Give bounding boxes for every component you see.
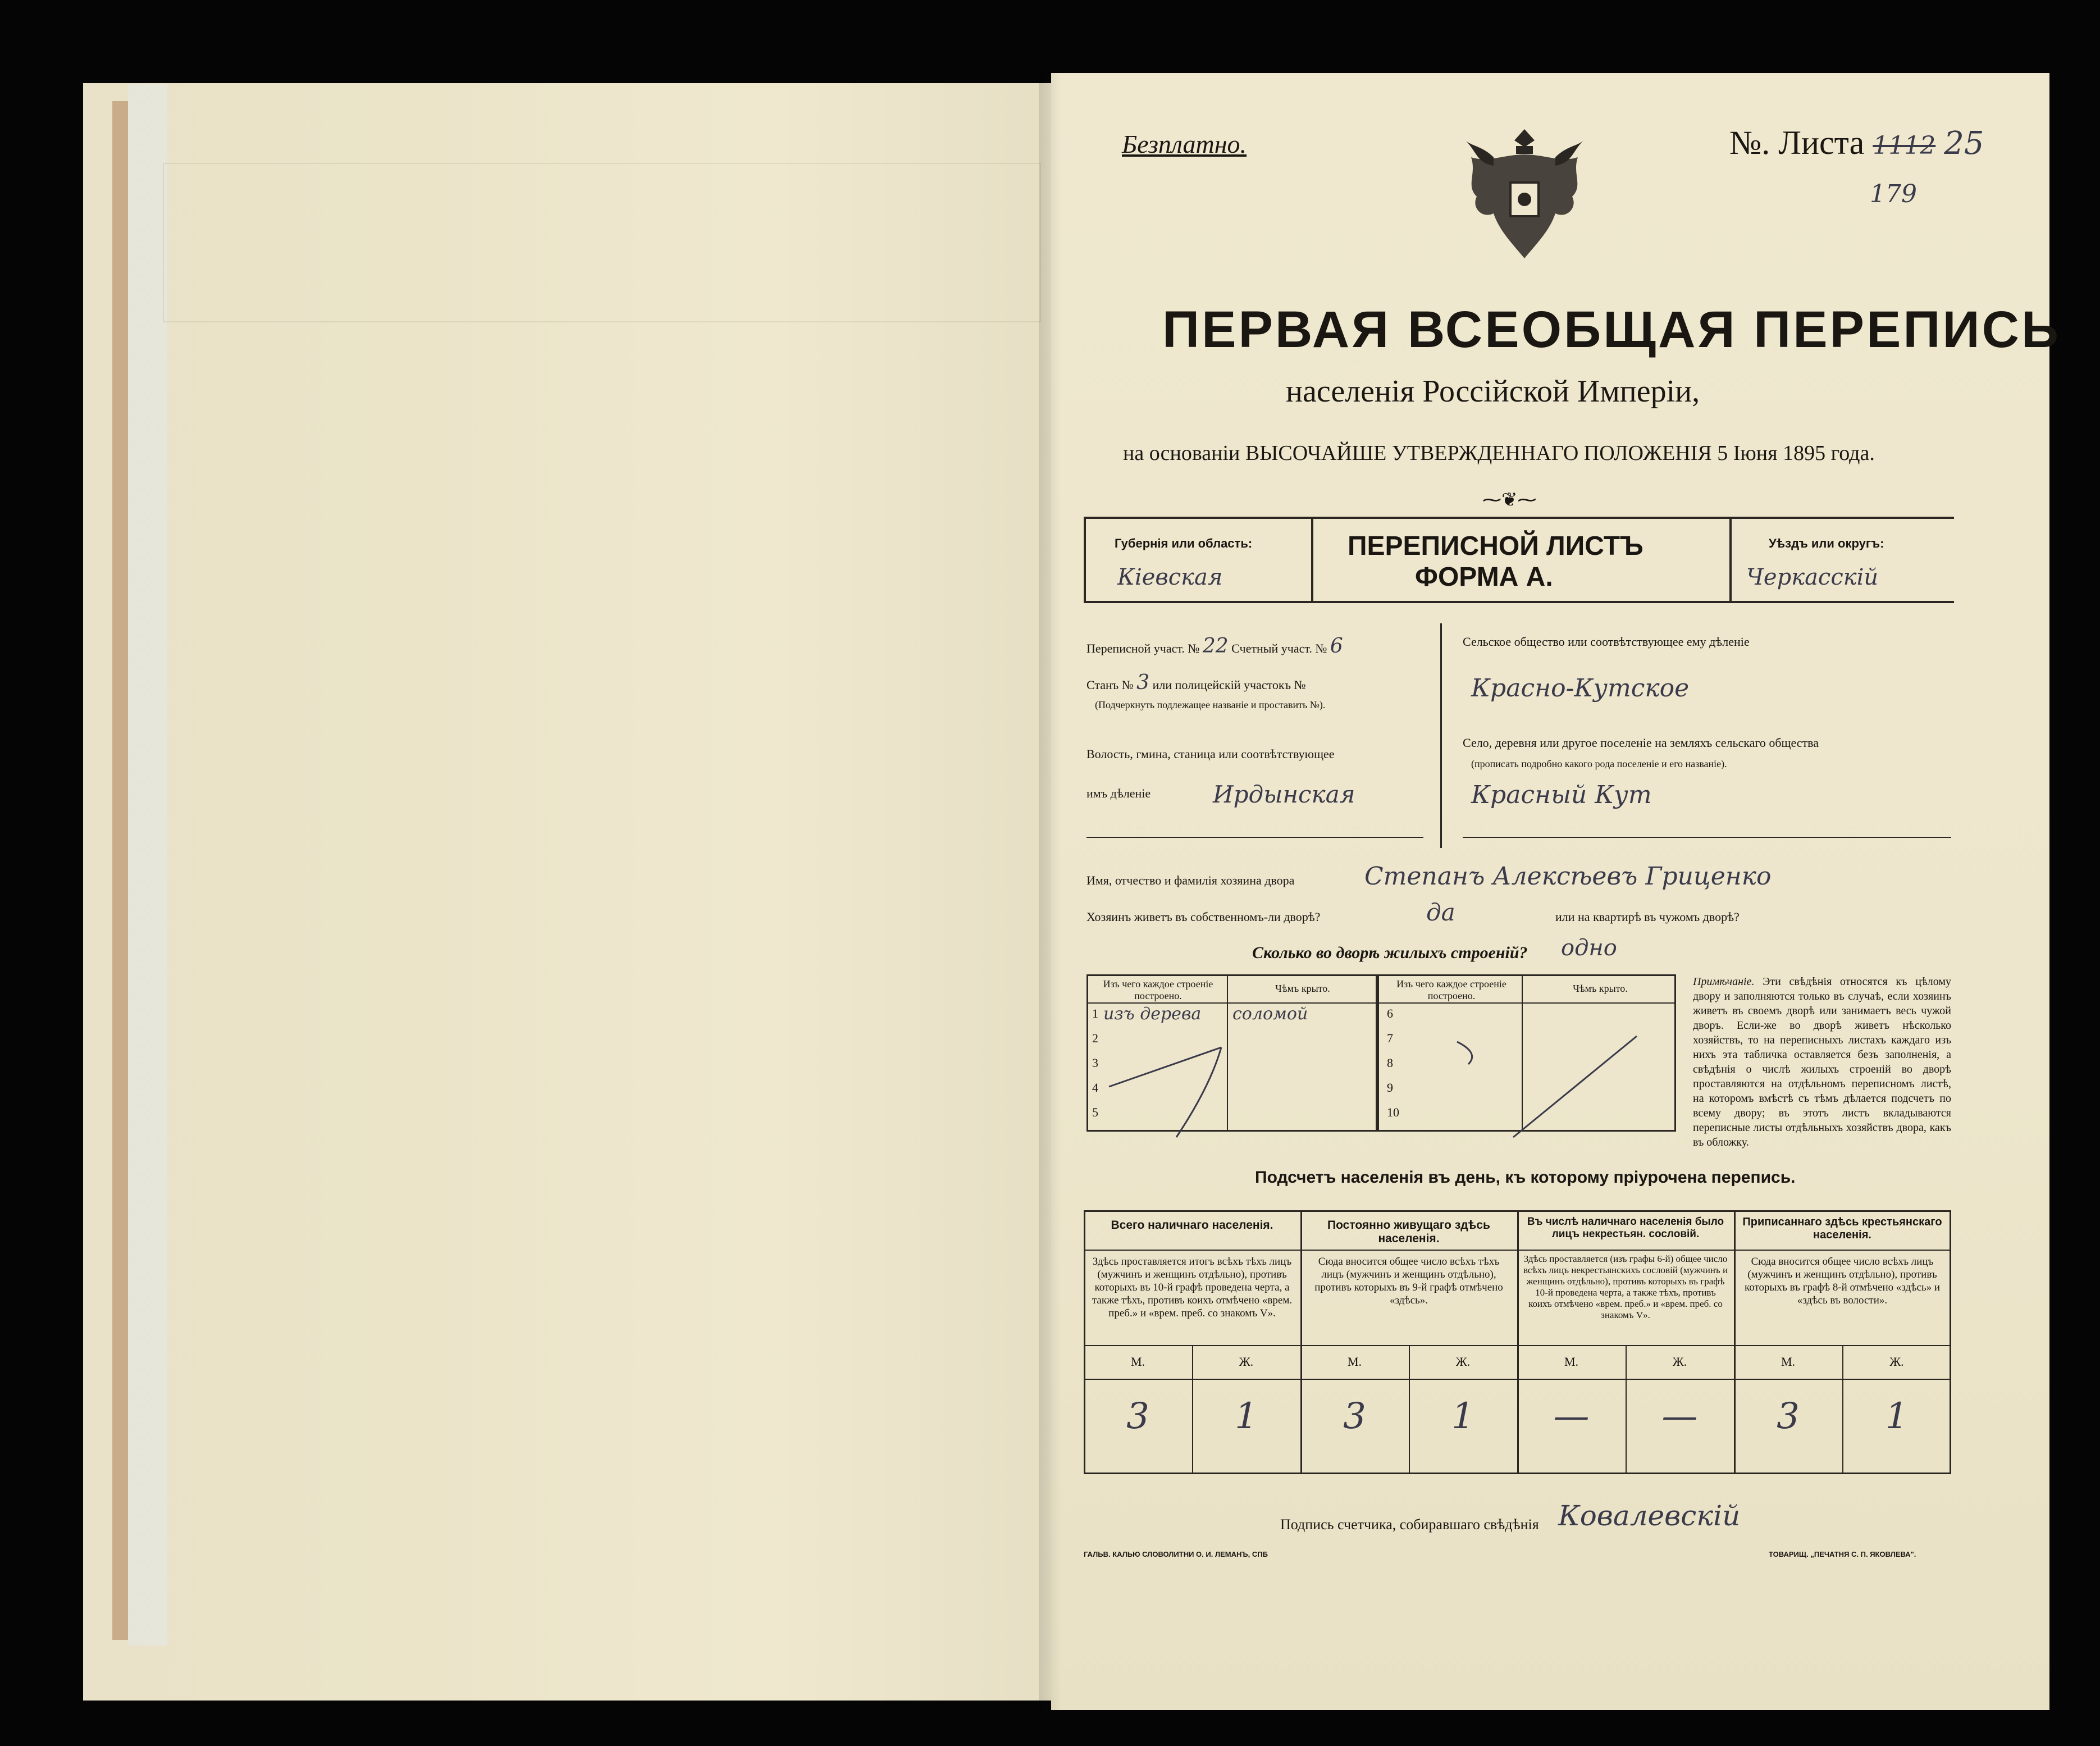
village-note: (прописать подробно какого рода поселеніе и его названіе). <box>1471 758 1727 769</box>
form-letter: ФОРМА А. <box>1415 562 1553 592</box>
census-district-value: 22 <box>1202 635 1229 658</box>
m-label: М. <box>1347 1355 1362 1369</box>
uezd-label: Уѣздъ или округъ: <box>1769 536 1884 550</box>
volost-label2: имъ дѣленіе <box>1086 786 1151 800</box>
table-row: 9 <box>1387 1081 1393 1095</box>
count-col-desc: Сюда вносится общее число всѣхъ тѣхъ лицъ (мужчинъ и женщинъ отдѣльно), противъ которыхъ въ 9-й графѣ отмѣчено «здѣсь». <box>1314 1256 1503 1306</box>
signature-value: Ковалевскій <box>1558 1499 1741 1532</box>
owner-name-label: Имя, отчество и фамилія хозяина двора <box>1086 873 1295 887</box>
table-row: 7 <box>1387 1031 1393 1045</box>
row-line <box>1084 1345 1951 1346</box>
society-label: Сельское общество или соотвѣтствующее ему дѣленіе <box>1463 635 1750 649</box>
rule <box>1084 517 1954 519</box>
table-row: 4 <box>1092 1081 1098 1095</box>
form-title: ПЕРЕПИСНОЙ ЛИСТЪ <box>1348 531 1644 561</box>
col-roof-left: Чѣмъ крыто. <box>1275 983 1330 994</box>
uezd-value: Черкасскій <box>1746 564 1879 590</box>
apartment-label: или на квартирѣ въ чужомъ дворѣ? <box>1555 910 1740 924</box>
f-label: Ж. <box>1672 1355 1687 1369</box>
rule <box>1084 517 1086 601</box>
gubernia-value: Кіевская <box>1117 564 1223 590</box>
strike-marks <box>1086 974 1676 1143</box>
sheet-no-crossed: 1112 <box>1873 131 1936 160</box>
buildings-value: одно <box>1561 935 1617 961</box>
bleed-through-ghost <box>163 163 1041 322</box>
count-f-value: 1 <box>1235 1396 1258 1437</box>
location-row-1 <box>1086 635 1343 658</box>
count-f-value: 1 <box>1885 1396 1909 1437</box>
emblem-icon <box>1454 124 1595 270</box>
count-col-title: Постоянно живущаго здѣсь населенія. <box>1327 1219 1490 1245</box>
row-line <box>1084 1379 1951 1380</box>
society-value: Красно-Кутское <box>1471 674 1690 703</box>
table-row: 3 <box>1092 1056 1098 1070</box>
buildings-label: Сколько во дворѣ жилыхъ строеній? <box>1252 943 1528 962</box>
basis-line: на основаніи ВЫСОЧАЙШЕ УТВЕРЖДЕННАГО ПОЛОЖЕНІЯ 5 Іюня 1895 года. <box>1123 441 1875 465</box>
rule <box>1463 837 1951 838</box>
volost-label: Волость, гмина, станица или соотвѣтствующее <box>1086 747 1335 761</box>
count-m-value: 3 <box>1777 1396 1800 1437</box>
fold-shadow <box>1039 73 1061 1710</box>
underline-note: (Подчеркнуть подлежащее названіе и проставить №). <box>1095 699 1326 710</box>
divider <box>1440 623 1442 848</box>
binding-strip <box>112 101 128 1640</box>
table-row: 8 <box>1387 1056 1393 1070</box>
note-block <box>1693 974 1951 1150</box>
count-m-value: — <box>1553 1396 1590 1437</box>
count-f-value: 1 <box>1451 1396 1474 1437</box>
col-material-right: Изъ чего каждое строеніе построено. <box>1396 978 1506 1001</box>
rule <box>1084 601 1954 603</box>
stan-label: Станъ № <box>1086 678 1134 692</box>
m-label: М. <box>1130 1355 1145 1369</box>
volost-value: Ирдынская <box>1213 781 1355 808</box>
village-value: Красный Кут <box>1471 781 1652 809</box>
count-col-desc: Здѣсь проставляется (изъ графы 6-й) общее число всѣхъ лицъ некрестьянскихъ сословій (мужчинъ и женщинъ отдѣльно), противъ которыхъ въ графѣ 10-й проведена черта, а также тѣхъ, противъ коихъ отмѣчено «врем. преб.» и «врем. преб. со знакомъ V». <box>1523 1253 1728 1320</box>
m-label: М. <box>1781 1355 1796 1369</box>
material-value: изъ дерева <box>1103 1004 1202 1024</box>
police-label: или полицейскій участокъ № <box>1152 678 1306 692</box>
count-m-value: 3 <box>1343 1396 1366 1437</box>
free-label: Безплатно. <box>1122 130 1247 158</box>
col-roof-right: Чѣмъ крыто. <box>1573 983 1628 994</box>
roof-value: соломой <box>1232 1004 1308 1024</box>
f-label: Ж. <box>1455 1355 1471 1369</box>
f-label: Ж. <box>1889 1355 1904 1369</box>
census-district-label: Переписной участ. № <box>1086 641 1200 655</box>
count-f-value: — <box>1661 1396 1698 1437</box>
owner-name-value: Степанъ Алексѣевъ Гриценко <box>1364 862 1772 891</box>
signature-label: Подпись счетчика, собиравшаго свѣдѣнія <box>1280 1516 1539 1533</box>
location-row-2 <box>1086 671 1305 694</box>
owner-lives-value: да <box>1426 899 1455 926</box>
page-title: ПЕРВАЯ ВСЕОБЩАЯ ПЕРЕПИСЬ <box>1162 301 2061 358</box>
owner-lives-label: Хозяинъ живетъ въ собственномъ-ли дворѣ? <box>1086 910 1321 924</box>
sheet-no-label: №. Листа <box>1729 124 1865 161</box>
table-row: 5 <box>1092 1105 1098 1119</box>
rule <box>1311 517 1313 601</box>
count-col-title: Всего наличнаго населенія. <box>1111 1219 1273 1232</box>
tissue-edge <box>128 84 167 1645</box>
gubernia-label: Губернія или область: <box>1115 536 1253 550</box>
printer-right: ТОВАРИЩ. „ПЕЧАТНЯ С. П. ЯКОВЛЕВА". <box>1769 1550 1916 1558</box>
count-m-value: 3 <box>1126 1396 1149 1437</box>
rule <box>1729 517 1732 601</box>
village-label: Село, деревня или другое поселеніе на земляхъ сельскаго общества <box>1463 736 1819 750</box>
m-label: М. <box>1564 1355 1579 1369</box>
note-title: Примѣчаніе. <box>1693 975 1755 988</box>
sheet-number <box>1729 124 1984 162</box>
row-number: 1 <box>1092 1006 1098 1020</box>
count-heading: Подсчетъ населенія въ день, къ которому пріурочена перепись. <box>1255 1168 1796 1187</box>
sheet-no-new: 25 <box>1944 125 1984 162</box>
left-page <box>83 83 1060 1701</box>
page-subtitle: населенія Россійской Имперіи, <box>1286 374 1700 409</box>
count-col-desc: Здѣсь проставляется итогъ всѣхъ тѣхъ лицъ (мужчинъ и женщинъ отдѣльно), противъ которыхъ въ 10-й графѣ проведена черта, а также тѣхъ, противъ коихъ отмѣчено «врем. преб.» и «врем. преб. со знакомъ V». <box>1092 1256 1293 1319</box>
ornament: ⁓❦⁓ <box>1482 490 1537 510</box>
note-text: Эти свѣдѣнія относятся къ цѣлому двору и заполняются только въ случаѣ, если хозяинъ живетъ въ своемъ дворѣ или занимаетъ весь чужой дворъ. Если-же во дворѣ живетъ нѣсколько хозяйствъ, то на переписныхъ листахъ каждаго изъ нихъ эта табличка оставляется безъ заполненія, а свѣдѣнія о числѣ жилыхъ строеній во дворѣ проставляются на отдѣльномъ переписномъ листѣ, на которомъ вмѣстѣ съ тѣмъ дѣлается подсчетъ по всему двору; въ этотъ листъ вкладываются переписные листы отдѣльныхъ хозяйствъ двора, какъ въ обложку. <box>1693 975 1952 1148</box>
stan-value: 3 <box>1136 671 1150 694</box>
count-col-desc: Сюда вносится общее число всѣхъ лицъ (мужчинъ и женщинъ отдѣльно), противъ которыхъ въ графѣ 8-й отмѣчено «здѣсь» и «здѣсь въ волости». <box>1744 1256 1941 1306</box>
count-district-value: 6 <box>1330 635 1343 658</box>
table-row: 10 <box>1387 1105 1399 1119</box>
table-row: 2 <box>1092 1031 1098 1045</box>
printer-left: ГАЛЬВ. КАЛЬЮ СЛОВОЛИТНИ О. И. ЛЕМАНЪ, СПБ <box>1084 1550 1268 1558</box>
count-col-title: Приписаннаго здѣсь крестьянскаго населенія. <box>1742 1216 1942 1241</box>
row-line <box>1084 1250 1951 1251</box>
count-col-title: Въ числѣ наличнаго населенія было лицъ некрестьян. сословій. <box>1527 1216 1724 1240</box>
f-label: Ж. <box>1239 1355 1254 1369</box>
sheet-no-below: 179 <box>1870 180 1917 208</box>
col-material-left: Изъ чего каждое строеніе построено. <box>1103 978 1213 1001</box>
rule <box>1086 837 1423 838</box>
table-row: 6 <box>1387 1006 1393 1020</box>
count-district-label: Счетный участ. № <box>1231 641 1327 655</box>
